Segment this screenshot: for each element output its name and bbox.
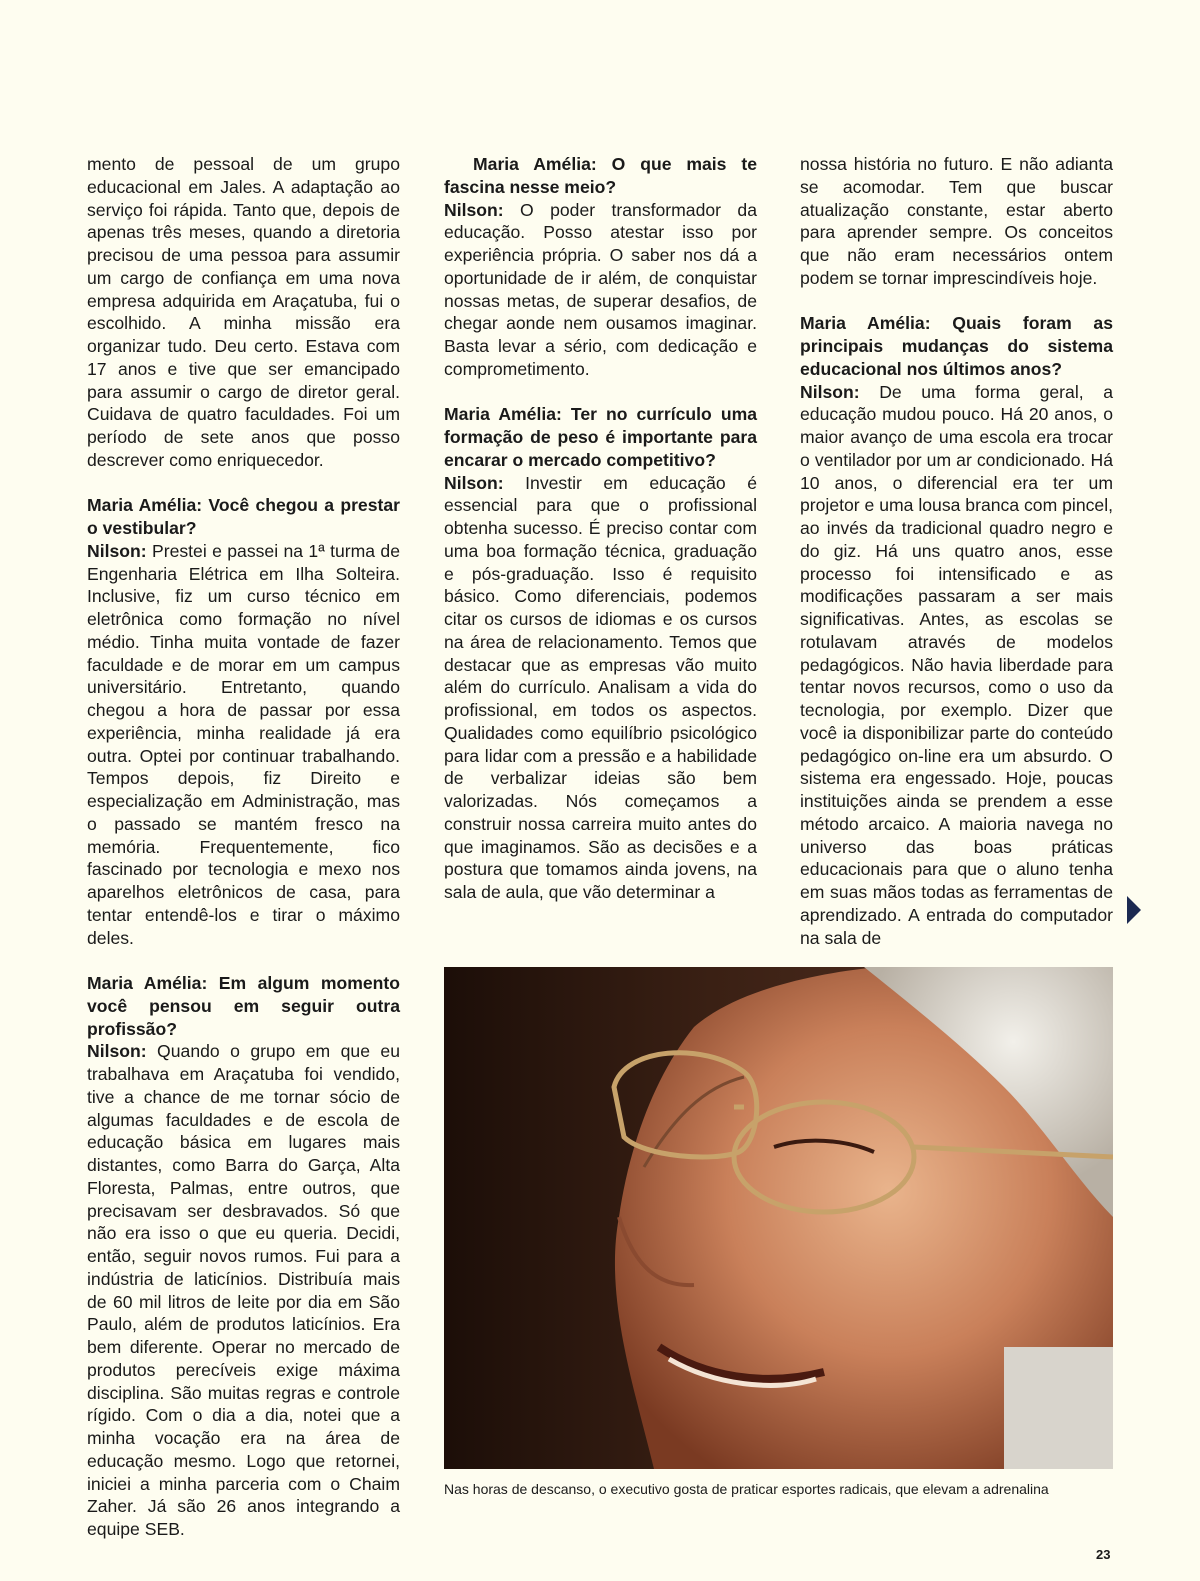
question-heading: Maria Amélia: Quais foram as principais mudanças do sistema educacional nos últimos anos? [800, 313, 1113, 379]
photo-caption: Nas horas de descanso, o executivo gosta de praticar esportes radicais, que elevam a adrenalina [444, 1481, 1049, 1497]
question-heading: Maria Amélia: O que mais te fascina nesse meio? [444, 154, 757, 197]
continue-arrow-icon [1127, 896, 1141, 924]
answer-paragraph [800, 381, 1113, 950]
speaker-label: Nilson: [87, 540, 147, 561]
question-heading: Maria Amélia: Você chegou a prestar o vestibular? [87, 495, 400, 538]
answer-text: O poder transformador da educação. Posso atestar isso por experiência própria. O saber nos dá a oportunidade de ir além, de conquistar nossas metas, de superar desafios, de chegar aonde nem ousamos imaginar. Basta levar a sério, com dedicação e comprometimento. [444, 199, 757, 379]
speaker-label: Nilson: [87, 1041, 147, 1062]
answer-paragraph [87, 1040, 400, 1541]
answer-text: De uma forma geral, a educação mudou pouco. Há 20 anos, o maior avanço de uma escola era trocar o ventilador por um ar condicionado. Há 10 anos, o diferencial era ter um projetor e uma lousa branca com pincel, ao invés da tradicional quadro negro e do giz. Há uns quatro anos, esse processo foi intensificado e as modificações passaram a ser mais significativas. Antes, as escolas se rotulavam através de modelos pedagógicos. Não havia liberdade para tentar novos recursos, como o uso da tecnologia, por exemplo. Dizer que você ia disponibilizar parte do conteúdo pedagógico on-line era um absurdo. O sistema era engessado. Hoje, poucas instituições ainda se prendem a esse método arcaico. A maioria navega no universo das boas práticas educacionais para que o aluno tenha em suas mãos todas as ferramentas de aprendizado. A entrada do computador na sala de [800, 381, 1113, 948]
text-column-3 [800, 153, 1113, 949]
paragraph: mento de pessoal de um grupo educacional em Jales. A adaptação ao serviço foi rápida. Tanto que, depois de apenas três meses, quando a diretoria precisou de uma pessoa para assumir um cargo de confiança em uma nova empresa adquirida em Araçatuba, fui o escolhido. A minha missão era organizar tudo. Deu certo. Estava com 17 anos e tive que ser emancipado para assumir o cargo de diretor geral. Cuidava de quatro faculdades. Foi um período de sete anos que posso descrever como enriquecedor. [87, 154, 400, 470]
speaker-label: Nilson: [800, 381, 860, 402]
text-column-1 [87, 153, 400, 1541]
paragraph: nossa história no futuro. E não adianta se acomodar. Tem que buscar atualização constante, estar aberto para aprender sempre. Os conceitos que não eram necessários ontem podem se tornar imprescindíveis hoje. [800, 154, 1113, 288]
speaker-label: Nilson: [444, 472, 504, 493]
speaker-label: Nilson: [444, 199, 504, 220]
question-heading: Maria Amélia: Ter no currículo uma formação de peso é importante para encarar o mercado competitivo? [444, 404, 757, 470]
answer-text: Quando o grupo em que eu trabalhava em Araçatuba foi vendido, tive a chance de me tornar sócio de algumas faculdades e de escola de educação básica em lugares mais distantes, como Barra do Garça, Alta Floresta, Palmas, entre outros, que precisavam ser desbravados. Só que não era isso o que eu queria. Decidi, então, seguir novos rumos. Fui para a indústria de laticínios. Distribuía mais de 60 mil litros de leite por dia em São Paulo, além de produtos laticínios. Era bem diferente. Operar no mercado de produtos perecíveis exige máxima disciplina. São muitas regras e controle rígido. Com o dia a dia, notei que a minha vocação era na área de educação mesmo. Logo que retornei, iniciei a minha parceria com o Chaim Zaher. Já são 26 anos integrando a equipe SEB. [87, 1041, 400, 1539]
answer-paragraph [444, 472, 757, 904]
page-number: 23 [1096, 1547, 1111, 1562]
answer-paragraph [444, 199, 757, 381]
question-heading: Maria Amélia: Em algum momento você pensou em seguir outra profissão? [87, 973, 400, 1039]
answer-paragraph [87, 540, 400, 950]
answer-text: Prestei e passei na 1ª turma de Engenharia Elétrica em Ilha Solteira. Inclusive, fiz um curso técnico em eletrônica como formação no nível médio. Tinha muita vontade de fazer faculdade e de morar em um campus universitário. Entretanto, quando chegou a hora de passar por essa experiência, minha realidade já era outra. Optei por continuar trabalhando. Tempos depois, fiz Direito e especialização em Administração, mas o passado se mantém fresco na memória. Frequentemente, fico fascinado por tecnologia e mexo nos aparelhos eletrônicos de casa, para tentar entendê-los e tirar o máximo deles. [87, 540, 400, 948]
text-column-2 [444, 153, 757, 904]
answer-text: Investir em educação é essencial para que o profissional obtenha sucesso. É preciso contar com uma boa formação técnica, graduação e pós-graduação. Isso é requisito básico. Como diferenciais, podemos citar os cursos de idiomas e os cursos na área de relacionamento. Temos que destacar que as empresas vão muito além do currículo. Analisam a vida do profissional, em todos os aspectos. Qualidades como equilíbrio psicológico para lidar com a pressão e a habilidade de verbalizar ideias são bem valorizadas. Nós começamos a construir nossa carreira muito antes do que imaginamos. São as decisões e a postura que tomamos ainda jovens, na sala de aula, que vão determinar a [444, 472, 757, 902]
portrait-photo [444, 967, 1113, 1469]
